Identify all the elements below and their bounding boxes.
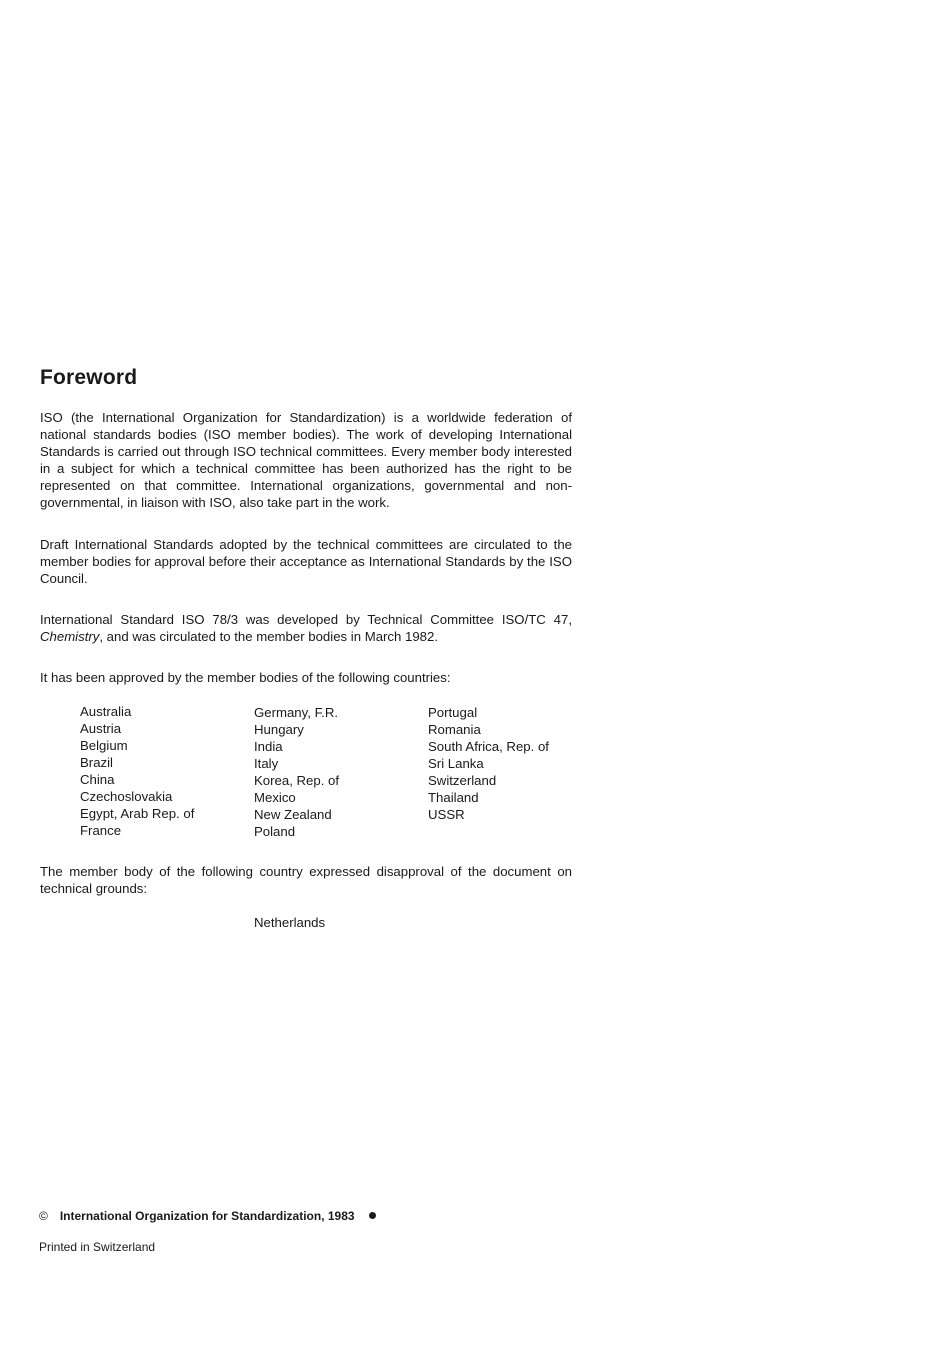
- country-item: South Africa, Rep. of: [428, 739, 549, 754]
- country-item: Czechoslovakia: [80, 789, 173, 804]
- foreword-paragraph-iso-intro: ISO (the International Organization for Standardization) is a worldwide federation of national standards bodies (ISO member bodies). The work of developing International Standards is carried out through ISO technical committees. Every member body interested in a subject for which a technical committee has been authorized has the right to be represented on that committee. International organizations, governmental and non-governmental, in liaison with ISO, also take part in the work.: [40, 410, 572, 510]
- countries-column-3: [428, 704, 598, 823]
- country-item: China: [80, 772, 115, 787]
- country-item: France: [80, 823, 122, 838]
- copyright-symbol: ©: [39, 1209, 48, 1223]
- country-item: India: [254, 739, 283, 754]
- country-item: Egypt, Arab Rep. of: [80, 806, 195, 821]
- country-item: Korea, Rep. of: [254, 773, 340, 788]
- countries-column-1: [80, 703, 250, 839]
- country-item: USSR: [428, 807, 465, 822]
- foreword-paragraph-development: [40, 611, 572, 645]
- country-item: Belgium: [80, 738, 128, 753]
- country-item: Poland: [254, 824, 296, 839]
- country-item: Mexico: [254, 790, 296, 805]
- development-text-end: , and was circulated to the member bodies in March 1982.: [99, 629, 439, 644]
- country-item: Switzerland: [428, 773, 497, 788]
- country-item: Sri Lanka: [428, 756, 484, 771]
- foreword-paragraph-approval: It has been approved by the member bodies of the following countries:: [40, 670, 451, 685]
- country-item: New Zealand: [254, 807, 332, 822]
- committee-name: Chemistry: [40, 629, 100, 644]
- disapproving-country: Netherlands: [254, 915, 326, 930]
- copyright-text: International Organization for Standardization, 1983: [59, 1209, 355, 1223]
- development-text-start: International Standard ISO 78/3 was developed by Technical Committee ISO/TC 47,: [40, 612, 572, 627]
- country-item: Italy: [254, 756, 279, 771]
- foreword-paragraph-draft-standards: Draft International Standards adopted by the technical committees are circulated to the member bodies for approval before their acceptance as International Standards by the ISO Council.: [40, 537, 572, 586]
- country-item: Australia: [80, 704, 132, 719]
- bullet-icon: [369, 1212, 376, 1219]
- country-item: Germany, F.R.: [254, 705, 339, 720]
- country-item: Austria: [80, 721, 122, 736]
- foreword-heading: Foreword: [40, 366, 138, 389]
- country-item: Hungary: [254, 722, 304, 737]
- country-item: Portugal: [428, 705, 478, 720]
- country-item: Brazil: [80, 755, 113, 770]
- printed-location: Printed in Switzerland: [39, 1240, 156, 1254]
- countries-column-2: [254, 704, 424, 840]
- country-item: Thailand: [428, 790, 479, 805]
- country-item: Romania: [428, 722, 481, 737]
- copyright-notice: [39, 1208, 376, 1224]
- foreword-paragraph-disapproval: The member body of the following country expressed disapproval of the document on technical grounds:: [40, 864, 572, 896]
